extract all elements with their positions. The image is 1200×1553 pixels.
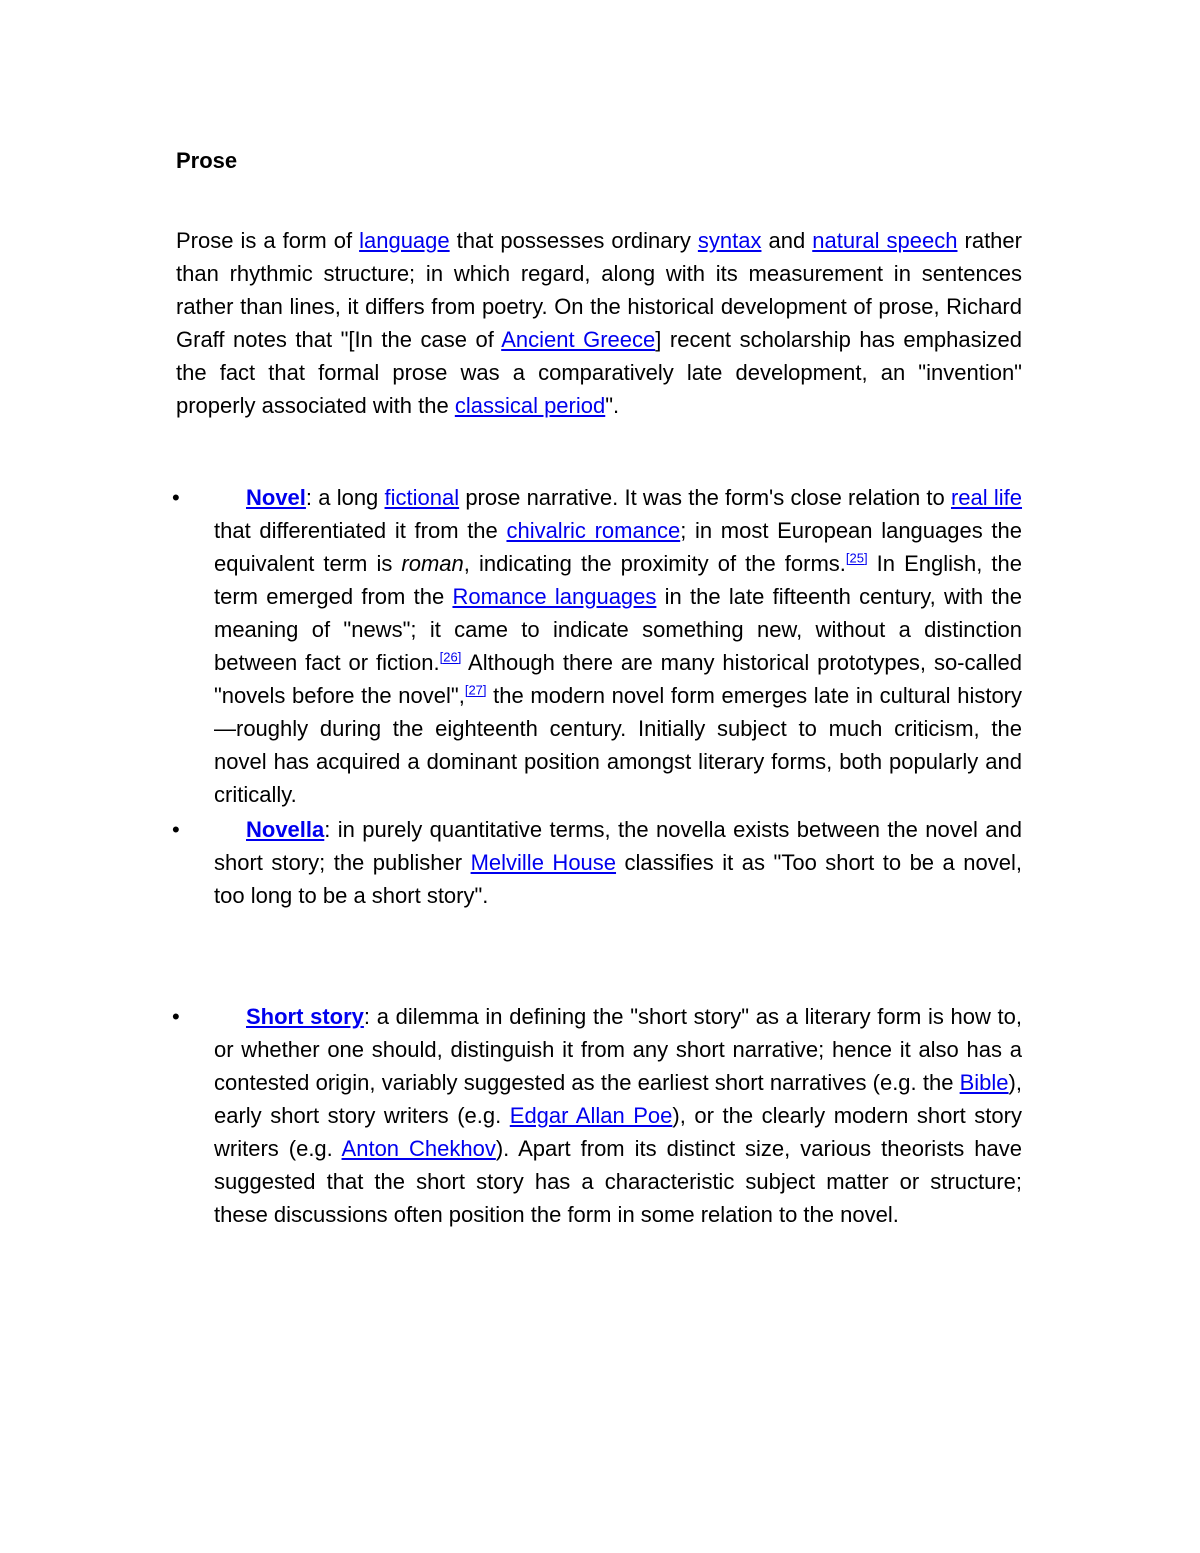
link-classical-period[interactable]: classical period <box>454 393 606 418</box>
intro-text: ". <box>605 393 620 418</box>
item-text: ), or the clearly modern short story writers (e.g. <box>214 1103 1022 1161</box>
list-item-novella <box>172 813 1022 912</box>
item-text: ). Apart from its distinct size, various theorists have suggested that the short story has a characteristic subject matter or structure; these discussions often position the form in some relation to the novel. <box>214 1136 1022 1227</box>
item-text: ; in most European languages the equivalent term is <box>214 518 1022 576</box>
link-language[interactable]: language <box>359 228 450 253</box>
link-edgar-allan-poe[interactable]: Edgar Allan Poe <box>509 1103 673 1128</box>
link-fictional[interactable]: fictional <box>384 485 460 510</box>
link-ancient-greece[interactable]: Ancient Greece <box>501 327 656 352</box>
item-text: ), early short story writers (e.g. <box>214 1070 1022 1128</box>
page-title: Prose <box>176 148 238 173</box>
item-text: the modern novel form emerges late in cultural history—roughly during the eighteenth century. Initially subject to much criticism, the novel has acquired a dominant position amongst literary forms, both popularly and critically. <box>214 683 1023 807</box>
intro-text: rather than rhythmic structure; in which regard, along with its measurement in sentences rather than lines, it differs from poetry. On the historical development of prose, Richard Graff notes that "[In the case of <box>176 228 1022 352</box>
intro-text: that possesses ordinary <box>449 228 698 253</box>
intro-paragraph <box>176 224 1022 422</box>
list-item-short-story <box>172 1000 1022 1231</box>
item-text: : a dilemma in defining the "short story" as a literary form is how to, or whether one should, distinguish it from any short narrative; hence it also has a contested origin, variably suggested as the earliest short narratives (e.g. the <box>214 1004 1022 1095</box>
item-text: in the late fifteenth century, with the meaning of "news"; it came to indicate something new, without a distinction between fact or fiction. <box>214 584 1022 675</box>
link-melville-house[interactable]: Melville House <box>470 850 617 875</box>
link-short-story[interactable]: Short story <box>246 1004 364 1029</box>
bullet-icon: • <box>172 1004 180 1029</box>
link-chivalric-romance[interactable]: chivalric romance <box>506 518 681 543</box>
item-text: Although there are many historical prototypes, so-called "novels before the novel", <box>214 650 1022 708</box>
item-text: classifies it as "Too short to be a novel, too long to be a short story". <box>214 850 1022 908</box>
item-text: In English, the term emerged from the <box>214 551 1022 609</box>
item-text: , indicating the proximity of the forms. <box>463 551 846 576</box>
reference-27[interactable]: [27] <box>464 682 487 698</box>
intro-text: and <box>761 228 813 253</box>
link-romance-languages[interactable]: Romance languages <box>452 584 657 609</box>
term-roman: roman <box>401 551 464 576</box>
list-item-novel <box>172 481 1023 811</box>
bullet-icon: • <box>172 485 180 510</box>
reference-25[interactable]: [25] <box>845 550 868 566</box>
link-novella[interactable]: Novella <box>246 817 325 842</box>
item-text: : a long <box>305 485 385 510</box>
link-bible[interactable]: Bible <box>959 1070 1009 1095</box>
link-anton-chekhov[interactable]: Anton Chekhov <box>341 1136 496 1161</box>
link-syntax[interactable]: syntax <box>697 228 762 253</box>
intro-text: ] recent scholarship has emphasized the fact that formal prose was a comparatively late development, an "invention" properly associated with the <box>176 327 1022 418</box>
item-text: prose narrative. It was the form's close relation to <box>459 485 951 510</box>
link-natural-speech[interactable]: natural speech <box>812 228 958 253</box>
item-text: that differentiated it from the <box>214 518 507 543</box>
bullet-icon: • <box>172 817 180 842</box>
item-text: : in purely quantitative terms, the novella exists between the novel and short story; the publisher <box>214 817 1022 875</box>
intro-text: Prose is a form of <box>176 228 360 253</box>
reference-26[interactable]: [26] <box>439 649 462 665</box>
link-real-life[interactable]: real life <box>950 485 1023 510</box>
link-novel[interactable]: Novel <box>246 485 306 510</box>
